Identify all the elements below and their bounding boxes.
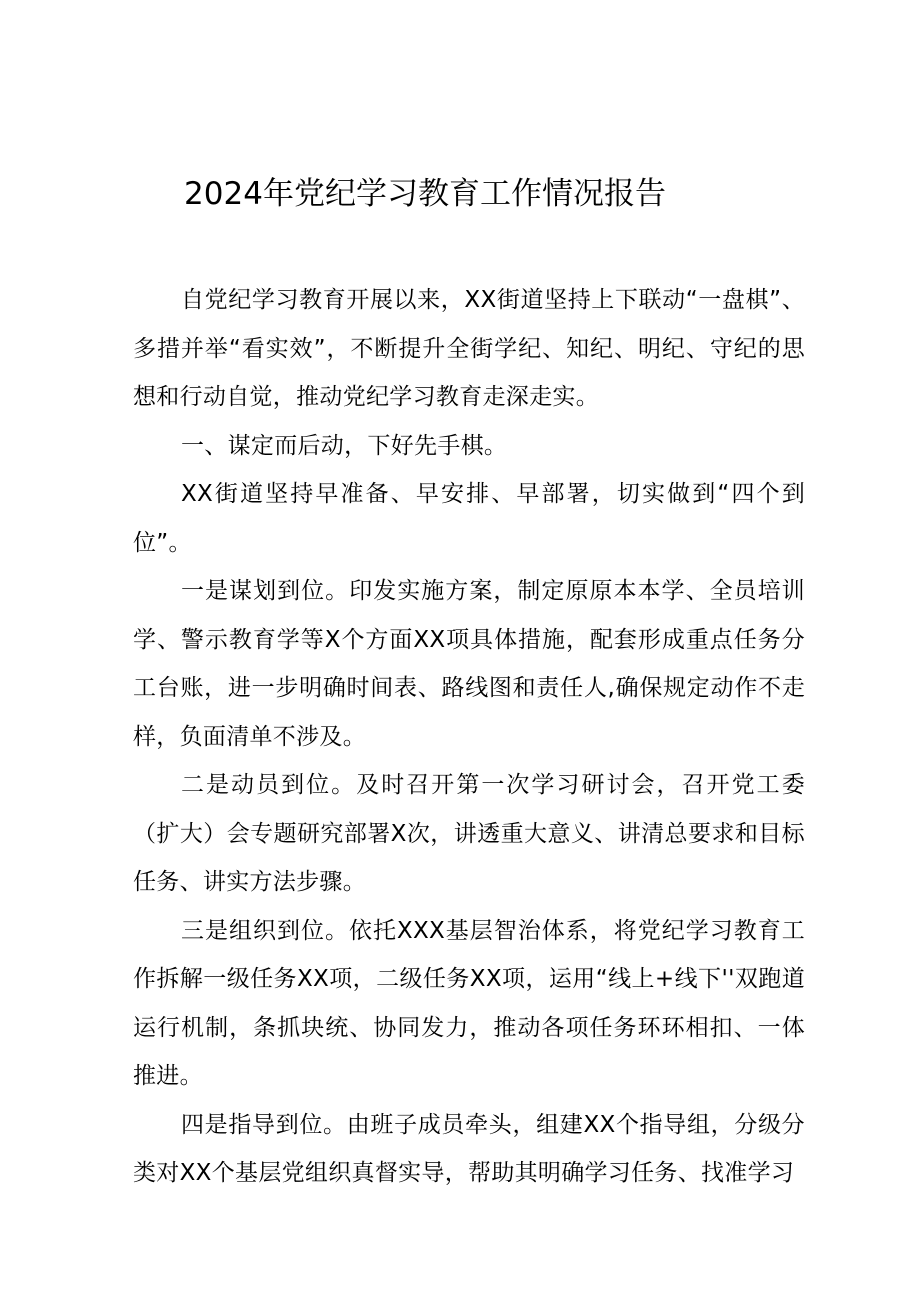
document-title: 2024年党纪学习教育工作情况报告 bbox=[184, 176, 666, 212]
paragraph-planning: 一是谋划到位。印发实施方案，制定原原本本学、全员培训学、警示教育学等X个方面XX项具体措施，配套形成重点任务分工台账，进一步明确时间表、路线图和责任人,确保规定动作不走样，负面清单不涉及。 bbox=[133, 578, 805, 750]
paragraph-guidance: 四是指导到位。由班子成员牵头，组建XX个指导组，分级分类对XX个基层党组织真督实导，帮助其明确学习任务、找准学习 bbox=[133, 1111, 805, 1186]
paragraph-four-in-place: XX街道坚持早准备、早安排、早部署，切实做到“四个到位”。 bbox=[133, 481, 805, 556]
paragraph-section-heading: 一、谋定而后动，下好先手棋。 bbox=[181, 432, 508, 459]
paragraph-intro: 自党纪学习教育开展以来，XX街道坚持上下联动“一盘棋”、多措并举“看实效”，不断提升全街学纪、知纪、明纪、守纪的思想和行动自觉，推动党纪学习教育走深走实。 bbox=[133, 287, 805, 410]
paragraph-organization: 三是组织到位。依托XXX基层智治体系，将党纪学习教育工作拆解一级任务XX项，二级任务XX项，运用“线上+线下''双跑道运行机制，条抓块统、协同发力，推动各项任务环环相扣、一体推进。 bbox=[133, 917, 805, 1089]
document-body bbox=[133, 276, 805, 1198]
paragraph-mobilization: 二是动员到位。及时召开第一次学习研讨会，召开党工委（扩大）会专题研究部署X次，讲透重大意义、讲清总要求和目标任务、讲实方法步骤。 bbox=[133, 772, 805, 895]
